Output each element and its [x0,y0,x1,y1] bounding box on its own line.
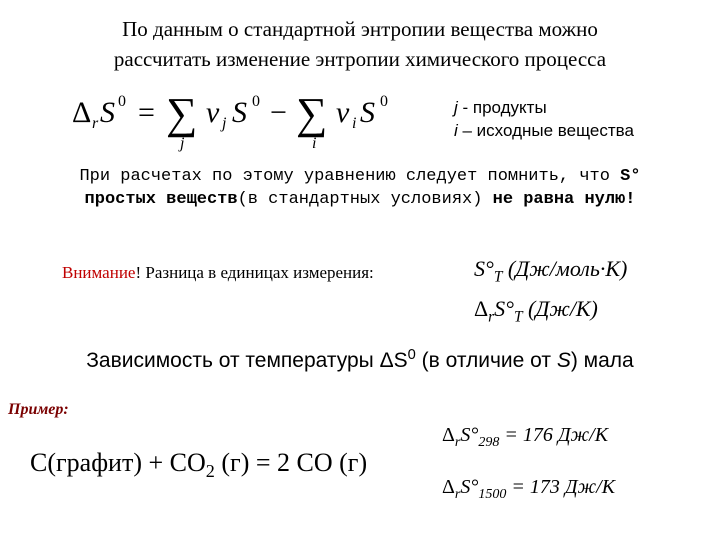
dependence-part-1: Зависимость от температуры ΔS [86,349,408,372]
formula-sum-j: j [180,135,185,152]
units-r-sub: r [488,308,495,326]
rule-line-1 [30,165,690,188]
rule-standard-conditions: (в стандартных условиях) [237,190,493,209]
result-1500-T: 1500 [478,487,507,502]
formula-minus: − [270,96,287,129]
formula-S: S [100,96,115,129]
example-label: Пример: [8,401,69,418]
units-warning [62,263,374,283]
entropy-formula [72,84,452,154]
result-298-r: r [454,435,461,450]
result-1500-r: r [454,487,461,502]
reaction-part-2: (г) = 2 СО (г) [214,448,368,477]
rule-s0: S° [620,167,641,186]
title-line-2: рассчитать изменение энтропии химического процесса [113,47,607,71]
formula-r-sub: r [92,115,99,132]
formula-sup-0: 0 [118,93,126,110]
title-line-1: По данным о стандартной энтропии вещества можно [122,17,598,41]
units-delta: Δ [474,296,489,322]
result-1500-S: S° [460,476,479,498]
formula-nu-j: ν [206,96,220,129]
legend-products-var: j [454,98,458,117]
formula-S-i-sup: 0 [380,93,388,110]
rule-part-1: При расчетах по этому уравнению следует помнить, что [79,167,621,186]
units-dS-sub: T [513,308,523,326]
formula-delta: Δ [72,96,92,129]
result-298-delta: Δ [442,424,455,446]
formula-sum-i: i [312,135,317,152]
formula-sum-2: ∑ [296,89,328,138]
formula-S-j-sup: 0 [252,93,260,110]
warning-text: ! Разница в единицах измерения: [135,263,374,282]
reaction-part-1: С(графит) + СО [30,448,206,477]
units-reaction-unit: (Дж/К) [522,296,598,322]
dependence-S: S [556,349,571,372]
result-298-value: = 176 Дж/К [499,424,608,446]
formula-nu-i-sub: i [352,115,357,132]
units-block [474,253,627,334]
units-line-2 [474,293,627,333]
units-S: S° [474,256,494,281]
formula-nu-j-sub: j [222,115,227,132]
calculation-rule [30,165,690,211]
formula-S-j: S [232,96,247,129]
units-S-sub: T [493,268,503,286]
legend-products-text: - продукты [457,98,547,117]
index-legend [454,96,634,142]
units-line-1 [474,253,627,293]
title [0,14,720,74]
formula-S-i: S [360,96,375,129]
result-298-S: S° [460,424,479,446]
reaction-equation [30,448,367,482]
formula-nu-i: ν [336,96,350,129]
result-1500-delta: Δ [442,476,455,498]
legend-products [454,96,634,119]
reaction-co2-sub: 2 [205,461,215,482]
legend-reactants-text: – исходные вещества [457,121,634,140]
result-1500 [442,476,615,503]
result-298 [442,424,608,451]
legend-reactants [454,119,634,142]
result-1500-value: = 173 Дж/К [506,476,615,498]
units-dS: S° [494,296,514,322]
rule-simple-substances: простых веществ [84,190,238,209]
dependence-part-2: (в отличие от [415,349,557,372]
dependence-part-3: ) мала [570,349,634,372]
formula-equals: = [138,96,155,129]
result-298-T: 298 [478,435,500,450]
legend-reactants-var: i [454,121,458,140]
dependence-sup: 0 [407,347,416,363]
temperature-dependence [0,347,720,373]
formula-sum-1: ∑ [166,89,198,138]
rule-not-zero: не равна нулю! [492,190,636,209]
units-molar-unit: (Дж/моль·К) [502,256,628,281]
rule-line-2 [30,188,690,211]
warning-word: Внимание [62,263,136,282]
